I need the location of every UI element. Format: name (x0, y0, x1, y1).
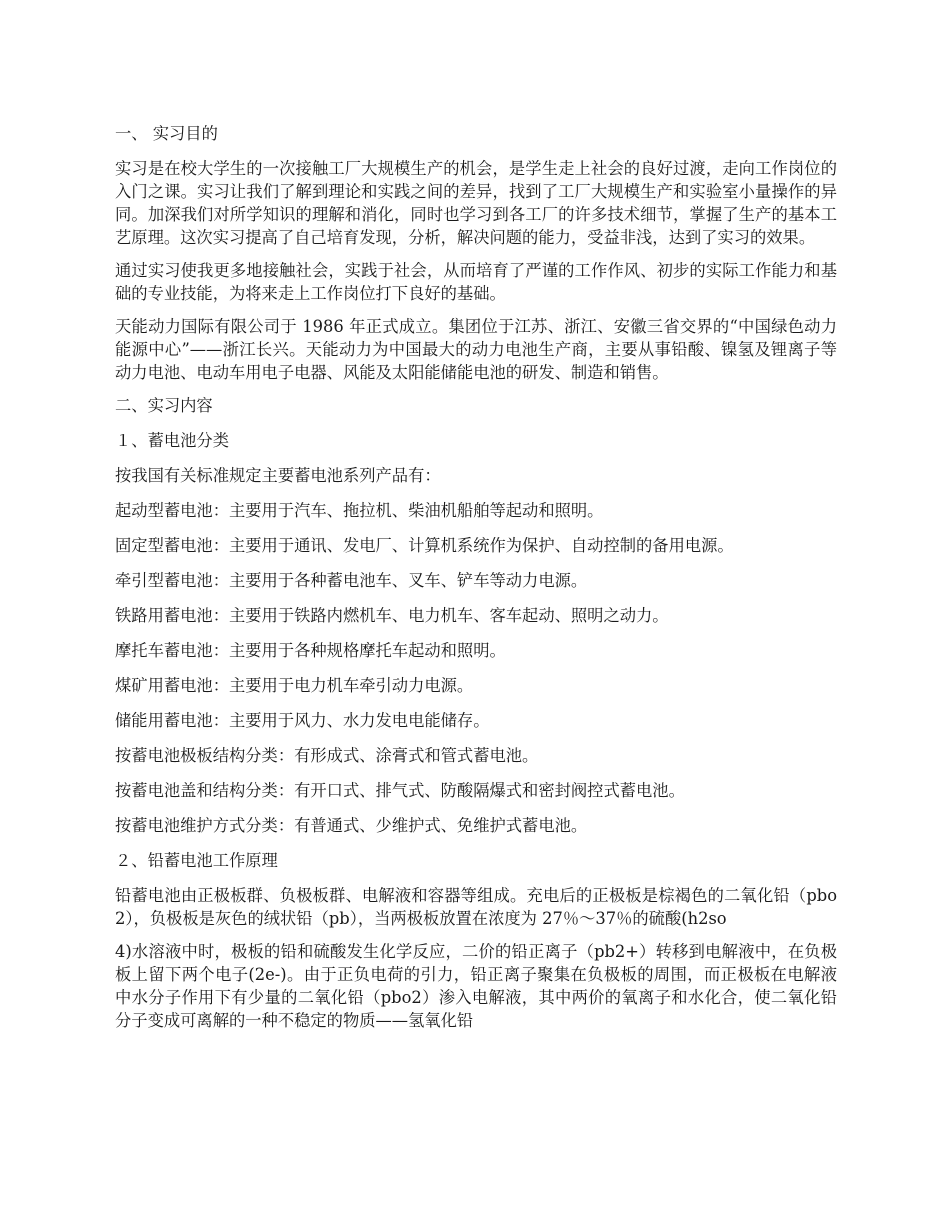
subsection-1-heading: １、蓄电池分类 (115, 431, 229, 450)
paragraph-company-intro: 天能动力国际有限公司于 1986 年正式成立。集团位于江苏、浙江、安徽三省交界的“中国绿色动力能源中心”——浙江长兴。天能动力为中国最大的动力电池生产商，主要从事铅酸、镍氢及锂离子等动力电池、电动车用电子电器、风能及太阳能储能电池的研发、制造和销售。 (115, 317, 837, 382)
battery-class-starting: 起动型蓄电池：主要用于汽车、拖拉机、柴油机船舶等起动和照明。 (115, 501, 604, 520)
battery-class-plate-structure: 按蓄电池极板结构分类：有形成式、涂膏式和管式蓄电池。 (115, 746, 539, 765)
battery-class-mining: 煤矿用蓄电池：主要用于电力机车牵引动力电源。 (115, 676, 474, 695)
battery-class-motorcycle: 摩托车蓄电池：主要用于各种规格摩托车起动和照明。 (115, 641, 506, 660)
battery-class-stationary: 固定型蓄电池：主要用于通讯、发电厂、计算机系统作为保护、自动控制的备用电源。 (115, 536, 734, 555)
battery-class-intro: 按我国有关标准规定主要蓄电池系列产品有： (115, 466, 441, 485)
battery-class-maintenance: 按蓄电池维护方式分类：有普通式、少维护式、免维护式蓄电池。 (115, 816, 588, 835)
section-2-heading: 二、实习内容 (115, 396, 213, 415)
battery-class-railway: 铁路用蓄电池：主要用于铁路内燃机车、电力机车、客车起动、照明之动力。 (115, 606, 669, 625)
document-page (115, 122, 837, 1042)
paragraph-internship-benefit: 通过实习使我更多地接触社会，实践于社会，从而培育了严谨的工作作风、初步的实际工作能力和基础的专业技能，为将来走上工作岗位打下良好的基础。 (115, 261, 837, 303)
battery-class-storage: 储能用蓄电池：主要用于风力、水力发电电能储存。 (115, 711, 490, 730)
subsection-2-heading: ２、铅蓄电池工作原理 (115, 851, 278, 870)
battery-class-lid-structure: 按蓄电池盖和结构分类：有开口式、排气式、防酸隔爆式和密封阀控式蓄电池。 (115, 781, 685, 800)
section-1-heading: 一、 实习目的 (115, 124, 218, 143)
paragraph-internship-purpose: 实习是在校大学生的一次接触工厂大规模生产的机会，是学生走上社会的良好过渡，走向工作岗位的入门之课。实习让我们了解到理论和实践之间的差异，找到了工厂大规模生产和实验室小量操作的异同。加深我们对所学知识的理解和消化，同时也学习到各工厂的许多技术细节，掌握了生产的基本工艺原理。这次实习提高了自己培育发现，分析，解决问题的能力，受益非浅，达到了实习的效果。 (115, 159, 837, 247)
battery-class-traction: 牵引型蓄电池：主要用于各种蓄电池车、叉车、铲车等动力电源。 (115, 571, 588, 590)
paragraph-lead-acid-reaction: 4)水溶液中时，极板的铅和硫酸发生化学反应，二价的铅正离子（pb2+）转移到电解液中，在负极板上留下两个电子(2e-)。由于正负电荷的引力，铅正离子聚集在负极板的周围，而正极板在电解液中水分子作用下有少量的二氧化铅（pbo2）渗入电解液，其中两价的氧离子和水化合，使二氧化铅分子变成可离解的一种不稳定的物质——氢氧化铅 (115, 942, 837, 1030)
paragraph-lead-acid-composition: 铅蓄电池由正极板群、负极板群、电解液和容器等组成。充电后的正极板是棕褐色的二氧化铅（pbo2），负极板是灰色的绒状铅（pb），当两极板放置在浓度为 27％～37％的硫酸(h2so (115, 886, 837, 928)
